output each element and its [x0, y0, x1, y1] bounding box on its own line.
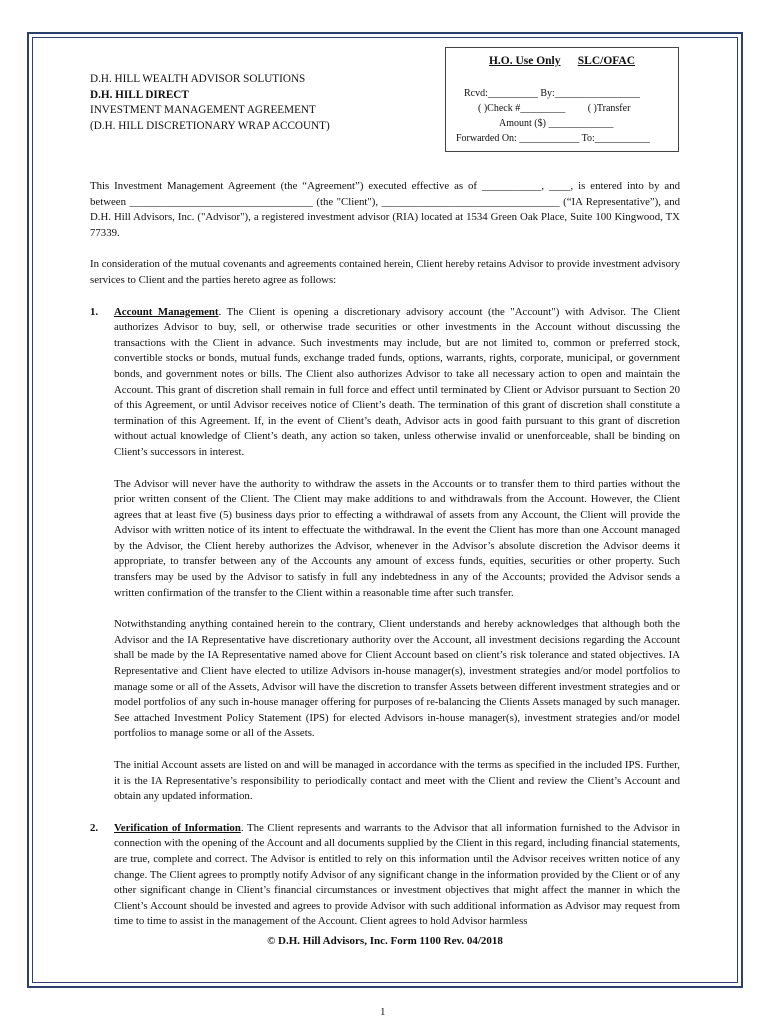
page-number: 1 [380, 1006, 386, 1018]
received-by-field: Rcvd:__________ By:_________________ [464, 88, 640, 99]
section-text: . The Client represents and warrants to the Advisor that all information furnished to the Advisor in connection with the opening of the Account and all documents supplied by the Client in this regard, including financial statements, are true, complete and correct. The Advisor is entitled to rely on this information until the Advisor receives written notice of any change. The Client agrees to promptly notify Advisor of any significant change in the information provided by the Client or of any other significant change in Client’s financial circumstances or investment objectives that might affect the manner in which the Client’s Account should be invested and agrees to provide Advisor with such additional information as Advisor may request from time to time to assist in the management of the Account. Client agrees to hold Advisor harmless [114, 821, 681, 928]
amount-field: Amount ($) _____________ [499, 118, 614, 129]
section-paragraph [114, 821, 680, 930]
transfer-field: ( )Transfer [587, 103, 631, 114]
section-paragraph: The Advisor will never have the authority to withdraw the assets in the Accounts or to transfer them to third parties without the prior written consent of the Client. The Client may make additions to and withdrawals from the Account. However, the Client agrees that at least five (5) business days prior to effecting a withdrawal of assets from any Account, the Client will provide the Advisor with written notice of its intent to effectuate the withdrawal. In the event the Client has more than one Account managed by the Advisor, the Client hereby authorizes the Advisor, whenever in the Advisor’s absolute discretion the Advisor deems it appropriate, to transfer between any of the Accounts any amount of excess funds, equities, securities or other property. Such transfers may be used by the Advisor to satisfy in full any indebtedness in any of the Accounts; provided the Advisor sends a written confirmation of the transfer to the Client within a reasonable time after such transfer. [114, 477, 680, 599]
consideration-paragraph: In consideration of the mutual covenants and agreements contained herein, Client hereby retains Advisor to provide investment advisory services to Client and the parties hereto agree as follows: [90, 258, 680, 286]
section-account-management [90, 305, 680, 805]
section-paragraph: Notwithstanding anything contained herein to the contrary, Client understands and hereby acknowledges that although both the Advisor and the IA Representative have discretionary authority over the Account, all investment decisions regarding the Account shall be made by the IA Representative named above for Client Account based on client’s risk tolerance and stated objectives. IA Representative and Client have elected to utilize Advisors in-house manager(s), investment strategies and/or model portfolios to manage some or all of the Assets, Advisor will have the discretion to transfer Assets between different investment strategies and or model portfolios of any such in-house manager offering for purposes of re-balancing the Clients Assets managed by such manager. See attached Investment Policy Statement (IPS) for elected Advisors in-house manager(s), investment strategies and/or model portfolios to manage some or all of the Assets. [114, 618, 680, 740]
form-footer: © D.H. Hill Advisors, Inc. Form 1100 Rev. 04/2018 [267, 935, 503, 947]
home-office-use-box [445, 47, 679, 152]
check-field: ( )Check #_________ [478, 103, 566, 114]
section-heading: Verification of Information [114, 821, 241, 834]
slc-ofac-label: SLC/OFAC [577, 55, 636, 67]
section-paragraph [114, 305, 680, 461]
document-header [90, 72, 330, 134]
company-division: D.H. HILL DIRECT [90, 88, 189, 101]
ho-use-only-label: H.O. Use Only [488, 55, 561, 67]
agreement-body [90, 179, 680, 946]
forwarded-field: Forwarded On: ____________ To:___________ [456, 133, 650, 144]
document-title: INVESTMENT MANAGEMENT AGREEMENT [90, 104, 316, 116]
intro-paragraph: This Investment Management Agreement (the “Agreement”) executed effective as of ___________, ____, is entered into by and between __________________________________ (the "Client"), _________________________________ (“IA Representative”), and D.H. Hill Advisors, Inc. ("Advisor"), a registered investment advisor (RIA) located at 1534 Green Oak Place, Suite 100 Kingwood, TX 77339. [90, 180, 680, 239]
section-text: . The Client is opening a discretionary advisory account (the "Account") with Advisor. The Client authorizes Advisor to buy, sell, or otherwise trade securities or other investments in the Account without discussing the transactions with the Client in advance. Such investments may include, but are not limited to, common or preferred stock, convertible stocks or bonds, mutual funds, exchange traded funds, options, warrants, rights, corporate, municipal, or government bonds, and government notes or bills. The Client also authorizes Advisor to take all necessary action to open and maintain the Account. This grant of discretion shall remain in full force and effect until terminated by Client or Advisor pursuant to Section 20 of this Agreement, or until Advisor receives notice of Client’s death. The termination of this grant of discretion shall constitute a termination of this Agreement. If, in the event of Client’s death, Advisor acts in good faith pursuant to this grant of discretion without actual knowledge of Client’s death, any action so taken, unless otherwise invalid or unenforceable, shall be binding on Client’s successors in interest. [114, 305, 680, 458]
section-verification-of-information [90, 821, 680, 930]
section-heading: Account Management [114, 305, 219, 318]
check-number-row [446, 103, 710, 114]
section-number: 2. [90, 821, 99, 834]
company-name: D.H. HILL WEALTH ADVISOR SOLUTIONS [90, 73, 306, 85]
section-paragraph: The initial Account assets are listed on and will be managed in accordance with the terms as specified in the included IPS. Further, it is the IA Representative’s responsibility to periodically contact and meet with the Client and review the Client’s Account and obtain any updated information. [114, 759, 680, 803]
section-number: 1. [90, 305, 99, 318]
document-subtitle: (D.H. HILL DISCRETIONARY WRAP ACCOUNT) [90, 119, 330, 132]
ho-box-title [446, 55, 678, 67]
